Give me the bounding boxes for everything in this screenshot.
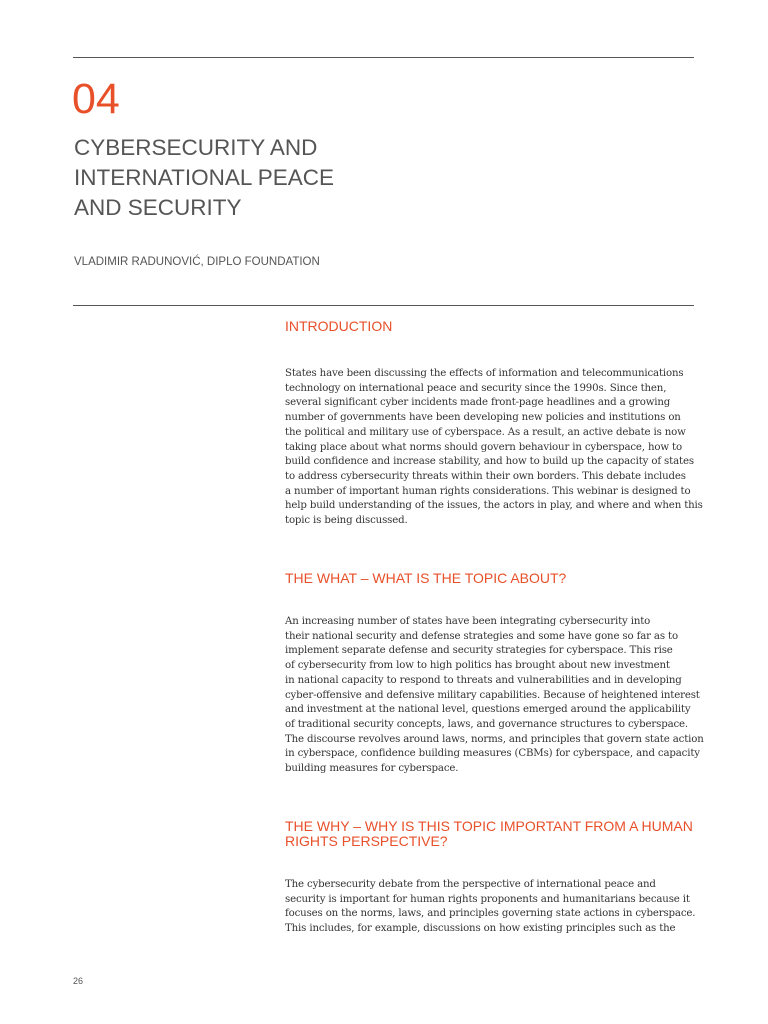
section-paragraph-the-why xyxy=(285,878,705,937)
section-heading-introduction: INTRODUCTION xyxy=(285,318,393,334)
chapter-title-line: CYBERSECURITY AND xyxy=(74,135,318,160)
section-paragraph-introduction xyxy=(285,367,705,529)
paragraph-line: cyber-offensive and defensive military capabilities. Because of heightened interest xyxy=(285,689,700,701)
paragraph-line: implement separate defense and security strategies for cyberspace. This rise xyxy=(285,645,673,657)
chapter-title xyxy=(74,133,334,223)
paragraph-line: their national security and defense strategies and some have gone so far as to xyxy=(285,630,678,642)
paragraph-line: An increasing number of states have been integrating cybersecurity into xyxy=(285,616,651,627)
paragraph-line: the political and military use of cyberspace. As a result, an active debate is now xyxy=(285,426,686,438)
author-byline: VLADIMIR RADUNOVIĆ, DIPLO FOUNDATION xyxy=(74,256,320,268)
section-rule xyxy=(73,305,694,306)
paragraph-line: help build understanding of the issues, the actors in play, and where and when this xyxy=(285,500,703,512)
paragraph-line: of cybersecurity from low to high politics has brought about new investment xyxy=(285,660,670,672)
chapter-title-line: INTERNATIONAL PEACE xyxy=(74,165,335,190)
paragraph-line: number of governments have been developing new policies and institutions on xyxy=(285,412,681,424)
paragraph-line: and investment at the national level, questions emerged around the applicability xyxy=(285,704,691,716)
heading-line: RIGHTS PERSPECTIVE? xyxy=(285,833,448,849)
paragraph-line: The cybersecurity debate from the perspective of international peace and xyxy=(285,879,656,890)
paragraph-line: in cyberspace, confidence building measures (CBMs) for cyberspace, and capacity xyxy=(285,748,700,760)
paragraph-line: security is important for human rights proponents and humanitarians because it xyxy=(285,893,690,905)
paragraph-line: a number of important human rights considerations. This webinar is designed to xyxy=(285,485,691,497)
paragraph-line: taking place about what norms should govern behaviour in cyberspace, how to xyxy=(285,441,682,453)
paragraph-line: technology on international peace and security since the 1990s. Since then, xyxy=(285,382,667,394)
paragraph-line: several significant cyber incidents made front-page headlines and a growing xyxy=(285,397,671,409)
paragraph-line: build confidence and increase stability, and how to build up the capacity of states xyxy=(285,456,694,468)
paragraph-line: States have been discussing the effects of information and telecommunications xyxy=(285,368,684,379)
section-paragraph-the-what xyxy=(285,615,705,777)
paragraph-line: building measures for cyberspace. xyxy=(285,763,459,775)
page-number: 26 xyxy=(73,976,84,986)
paragraph-line: focuses on the norms, laws, and principles governing state actions in cyberspace. xyxy=(285,908,696,920)
paragraph-line: in national capacity to respond to threats and vulnerabilities and in developing xyxy=(285,674,682,686)
paragraph-line: This includes, for example, discussions on how existing principles such as the xyxy=(285,923,676,935)
top-rule xyxy=(73,57,694,58)
section-heading-the-why xyxy=(285,819,705,849)
heading-line: THE WHY – WHY IS THIS TOPIC IMPORTANT FROM A HUMAN xyxy=(285,818,693,834)
paragraph-line: The discourse revolves around laws, norms, and principles that govern state action xyxy=(285,733,704,745)
section-heading-the-what: THE WHAT – WHAT IS THE TOPIC ABOUT? xyxy=(285,570,567,586)
chapter-title-line: AND SECURITY xyxy=(74,195,242,220)
paragraph-line: to address cybersecurity threats within their own borders. This debate includes xyxy=(285,470,686,482)
paragraph-line: topic is being discussed. xyxy=(285,515,408,527)
chapter-number: 04 xyxy=(72,75,120,123)
paragraph-line: of traditional security concepts, laws, and governance structures to cyberspace. xyxy=(285,718,689,730)
